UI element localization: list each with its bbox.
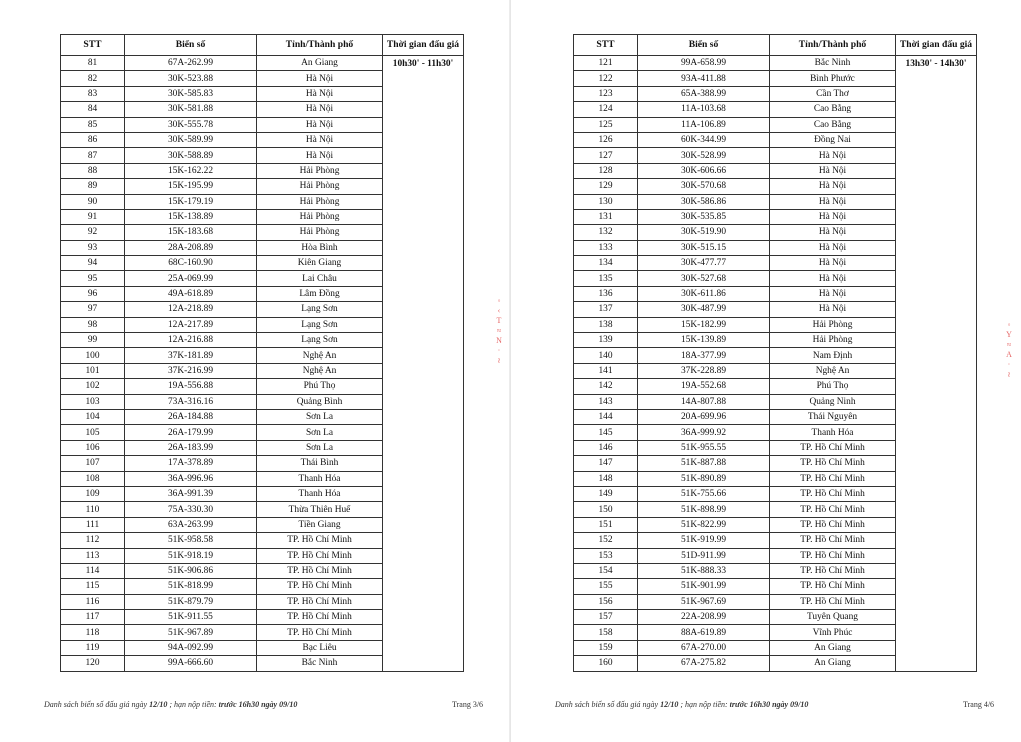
cell-city: Cao Bằng <box>770 117 896 132</box>
cell-city: Hà Nội <box>770 194 896 209</box>
cell-plate: 15K-162.22 <box>125 163 257 178</box>
cell-plate: 37K-216.99 <box>125 363 257 378</box>
cell-city: TP. Hồ Chí Minh <box>770 579 896 594</box>
cell-city: TP. Hồ Chí Minh <box>257 594 383 609</box>
cell-city: Bạc Liêu <box>257 640 383 655</box>
cell-plate: 63A-263.99 <box>125 517 257 532</box>
cell-stt: 138 <box>574 317 638 332</box>
cell-plate: 30K-585.83 <box>125 86 257 101</box>
cell-stt: 155 <box>574 579 638 594</box>
table-row <box>61 56 464 71</box>
cell-stt: 122 <box>574 71 638 86</box>
cell-stt: 148 <box>574 471 638 486</box>
cell-plate: 68C-160.90 <box>125 256 257 271</box>
cell-city: TP. Hồ Chí Minh <box>770 594 896 609</box>
auction-table-page-4 <box>573 34 977 672</box>
cell-city: Sơn La <box>257 409 383 424</box>
header-time: Thời gian đấu giá <box>383 35 464 56</box>
cell-stt: 132 <box>574 225 638 240</box>
cell-plate: 51K-888.33 <box>638 563 770 578</box>
cell-city: TP. Hồ Chí Minh <box>770 471 896 486</box>
cell-city: Vĩnh Phúc <box>770 625 896 640</box>
cell-plate: 30K-555.78 <box>125 117 257 132</box>
cell-plate: 51K-958.58 <box>125 533 257 548</box>
cell-city: Hà Nội <box>770 256 896 271</box>
cell-city: TP. Hồ Chí Minh <box>257 625 383 640</box>
cell-stt: 128 <box>574 163 638 178</box>
cell-city: TP. Hồ Chí Minh <box>770 502 896 517</box>
table-header-row <box>61 35 464 56</box>
cell-stt: 109 <box>61 486 125 501</box>
cell-plate: 37K-181.89 <box>125 348 257 363</box>
header-city: Tỉnh/Thành phố <box>257 35 383 56</box>
cell-plate: 30K-581.88 <box>125 102 257 117</box>
cell-city: Thái Bình <box>257 456 383 471</box>
cell-plate: 30K-611.86 <box>638 286 770 301</box>
cell-stt: 112 <box>61 533 125 548</box>
cell-city: Hòa Bình <box>257 240 383 255</box>
cell-stt: 89 <box>61 179 125 194</box>
cell-city: Hải Phòng <box>257 163 383 178</box>
cell-stt: 129 <box>574 179 638 194</box>
cell-city: Thái Nguyên <box>770 409 896 424</box>
cell-city: Cần Thơ <box>770 86 896 101</box>
cell-stt: 114 <box>61 563 125 578</box>
cell-plate: 99A-658.99 <box>638 56 770 71</box>
cell-city: Hà Nội <box>257 148 383 163</box>
cell-plate: 51K-906.86 <box>125 563 257 578</box>
cell-stt: 84 <box>61 102 125 117</box>
cell-stt: 111 <box>61 517 125 532</box>
cell-plate: 51K-918.19 <box>125 548 257 563</box>
cell-plate: 15K-182.99 <box>638 317 770 332</box>
cell-plate: 51K-887.88 <box>638 456 770 471</box>
cell-plate: 30K-606.66 <box>638 163 770 178</box>
cell-stt: 136 <box>574 286 638 301</box>
cell-city: Hà Nội <box>257 117 383 132</box>
cell-plate: 49A-618.89 <box>125 286 257 301</box>
cell-city: Hà Nội <box>770 179 896 194</box>
cell-city: TP. Hồ Chí Minh <box>770 533 896 548</box>
cell-stt: 127 <box>574 148 638 163</box>
cell-time-slot: 13h30' - 14h30' <box>896 56 977 672</box>
table-body <box>61 56 464 672</box>
cell-plate: 12A-217.89 <box>125 317 257 332</box>
footer-middle: ; hạn nộp tiền: <box>167 700 219 709</box>
cell-city: Lạng Sơn <box>257 333 383 348</box>
cell-plate: 51K-898.99 <box>638 502 770 517</box>
cell-stt: 146 <box>574 440 638 455</box>
footer-deadline: trước 16h30 ngày 09/10 <box>218 700 298 709</box>
cell-plate: 30K-515.15 <box>638 240 770 255</box>
cell-stt: 85 <box>61 117 125 132</box>
cell-city: Đồng Nai <box>770 132 896 147</box>
cell-plate: 67A-270.00 <box>638 640 770 655</box>
cell-city: TP. Hồ Chí Minh <box>770 563 896 578</box>
cell-stt: 151 <box>574 517 638 532</box>
cell-city: Hải Phòng <box>770 317 896 332</box>
cell-city: Hà Nội <box>770 240 896 255</box>
cell-stt: 154 <box>574 563 638 578</box>
cell-plate: 26A-183.99 <box>125 440 257 455</box>
cell-city: Bắc Ninh <box>770 56 896 71</box>
cell-stt: 93 <box>61 240 125 255</box>
cell-plate: 30K-527.68 <box>638 271 770 286</box>
cell-stt: 150 <box>574 502 638 517</box>
cell-stt: 86 <box>61 132 125 147</box>
cell-city: TP. Hồ Chí Minh <box>257 579 383 594</box>
cell-stt: 100 <box>61 348 125 363</box>
header-plate: Biển số <box>125 35 257 56</box>
cell-stt: 95 <box>61 271 125 286</box>
cell-plate: 88A-619.89 <box>638 625 770 640</box>
cell-plate: 36A-996.96 <box>125 471 257 486</box>
cell-city: Hà Nội <box>257 71 383 86</box>
cell-stt: 117 <box>61 610 125 625</box>
cell-stt: 123 <box>574 86 638 101</box>
cell-city: Tiền Giang <box>257 517 383 532</box>
cell-stt: 96 <box>61 286 125 301</box>
cell-plate: 19A-556.88 <box>125 379 257 394</box>
header-plate: Biển số <box>638 35 770 56</box>
header-time: Thời gian đấu giá <box>896 35 977 56</box>
cell-stt: 88 <box>61 163 125 178</box>
cell-stt: 94 <box>61 256 125 271</box>
cell-stt: 135 <box>574 271 638 286</box>
cell-plate: 14A-807.88 <box>638 394 770 409</box>
cell-city: Quảng Ninh <box>770 394 896 409</box>
cell-stt: 116 <box>61 594 125 609</box>
cell-plate: 67A-262.99 <box>125 56 257 71</box>
cell-plate: 11A-103.68 <box>638 102 770 117</box>
cell-city: Phú Thọ <box>257 379 383 394</box>
cell-city: Hải Phòng <box>257 194 383 209</box>
cell-city: Lạng Sơn <box>257 317 383 332</box>
cell-city: Nghệ An <box>770 363 896 378</box>
seal-stamp-mark: ◦ Y ≈ A · ≀ <box>1006 320 1012 379</box>
cell-stt: 159 <box>574 640 638 655</box>
cell-city: TP. Hồ Chí Minh <box>770 517 896 532</box>
cell-city: Hà Nội <box>770 163 896 178</box>
cell-city: Thanh Hóa <box>257 471 383 486</box>
cell-stt: 107 <box>61 456 125 471</box>
cell-stt: 120 <box>61 656 125 671</box>
cell-plate: 30K-487.99 <box>638 302 770 317</box>
cell-city: Hà Nội <box>257 132 383 147</box>
cell-city: Lạng Sơn <box>257 302 383 317</box>
cell-stt: 141 <box>574 363 638 378</box>
cell-plate: 30K-523.88 <box>125 71 257 86</box>
footer-note <box>44 700 297 709</box>
cell-city: TP. Hồ Chí Minh <box>257 533 383 548</box>
cell-stt: 124 <box>574 102 638 117</box>
cell-plate: 75A-330.30 <box>125 502 257 517</box>
cell-stt: 104 <box>61 409 125 424</box>
cell-city: Thanh Hóa <box>257 486 383 501</box>
cell-stt: 118 <box>61 625 125 640</box>
cell-stt: 115 <box>61 579 125 594</box>
page-3 <box>0 0 510 742</box>
cell-stt: 119 <box>61 640 125 655</box>
cell-stt: 108 <box>61 471 125 486</box>
cell-stt: 113 <box>61 548 125 563</box>
cell-city: TP. Hồ Chí Minh <box>257 563 383 578</box>
cell-stt: 134 <box>574 256 638 271</box>
cell-stt: 149 <box>574 486 638 501</box>
cell-city: Quảng Bình <box>257 394 383 409</box>
cell-plate: 51K-955.55 <box>638 440 770 455</box>
cell-city: Hà Nội <box>257 102 383 117</box>
cell-city: Kiên Giang <box>257 256 383 271</box>
cell-city: Bắc Ninh <box>257 656 383 671</box>
cell-plate: 30K-589.99 <box>125 132 257 147</box>
cell-stt: 137 <box>574 302 638 317</box>
cell-plate: 22A-208.99 <box>638 610 770 625</box>
cell-stt: 90 <box>61 194 125 209</box>
cell-stt: 131 <box>574 209 638 224</box>
cell-plate: 30K-477.77 <box>638 256 770 271</box>
cell-stt: 160 <box>574 656 638 671</box>
page-4 <box>511 0 1021 742</box>
cell-stt: 142 <box>574 379 638 394</box>
cell-city: Hải Phòng <box>257 225 383 240</box>
cell-stt: 139 <box>574 333 638 348</box>
cell-plate: 25A-069.99 <box>125 271 257 286</box>
footer-date: 12/10 <box>660 700 679 709</box>
seal-stamp-mark: ◦ ‹ T ≈ N · ≀ <box>496 296 502 365</box>
cell-plate: 36A-991.39 <box>125 486 257 501</box>
cell-stt: 144 <box>574 409 638 424</box>
cell-stt: 158 <box>574 625 638 640</box>
cell-plate: 30K-535.85 <box>638 209 770 224</box>
cell-stt: 121 <box>574 56 638 71</box>
cell-plate: 11A-106.89 <box>638 117 770 132</box>
cell-plate: 65A-388.99 <box>638 86 770 101</box>
cell-city: Cao Bằng <box>770 102 896 117</box>
footer-date: 12/10 <box>149 700 168 709</box>
cell-city: Sơn La <box>257 440 383 455</box>
table-row <box>574 56 977 71</box>
cell-city: TP. Hồ Chí Minh <box>770 440 896 455</box>
cell-stt: 130 <box>574 194 638 209</box>
cell-city: Hà Nội <box>770 148 896 163</box>
cell-city: Hải Phòng <box>770 333 896 348</box>
cell-stt: 102 <box>61 379 125 394</box>
footer-deadline: trước 16h30 ngày 09/10 <box>729 700 809 709</box>
cell-plate: 94A-092.99 <box>125 640 257 655</box>
cell-plate: 67A-275.82 <box>638 656 770 671</box>
footer-note <box>555 700 808 709</box>
cell-city: Nghệ An <box>257 363 383 378</box>
cell-plate: 51K-911.55 <box>125 610 257 625</box>
cell-city: An Giang <box>770 640 896 655</box>
cell-stt: 87 <box>61 148 125 163</box>
cell-plate: 51K-967.69 <box>638 594 770 609</box>
cell-plate: 51D-911.99 <box>638 548 770 563</box>
cell-city: Lâm Đồng <box>257 286 383 301</box>
cell-stt: 157 <box>574 610 638 625</box>
cell-city: Hải Phòng <box>257 179 383 194</box>
table-header-row <box>574 35 977 56</box>
cell-city: Phú Thọ <box>770 379 896 394</box>
table-body <box>574 56 977 672</box>
cell-stt: 98 <box>61 317 125 332</box>
cell-city: Nam Định <box>770 348 896 363</box>
cell-city: Hà Nội <box>770 209 896 224</box>
cell-plate: 19A-552.68 <box>638 379 770 394</box>
cell-plate: 12A-218.89 <box>125 302 257 317</box>
cell-city: Hải Phòng <box>257 209 383 224</box>
cell-stt: 110 <box>61 502 125 517</box>
cell-stt: 106 <box>61 440 125 455</box>
cell-plate: 18A-377.99 <box>638 348 770 363</box>
cell-stt: 143 <box>574 394 638 409</box>
cell-stt: 99 <box>61 333 125 348</box>
cell-city: TP. Hồ Chí Minh <box>257 548 383 563</box>
cell-city: Hà Nội <box>257 86 383 101</box>
cell-plate: 28A-208.89 <box>125 240 257 255</box>
cell-city: Hà Nội <box>770 286 896 301</box>
footer-prefix: Danh sách biển số đấu giá ngày <box>44 700 150 709</box>
cell-plate: 93A-411.88 <box>638 71 770 86</box>
cell-plate: 51K-890.89 <box>638 471 770 486</box>
cell-plate: 17A-378.89 <box>125 456 257 471</box>
cell-plate: 30K-588.89 <box>125 148 257 163</box>
cell-city: Thanh Hóa <box>770 425 896 440</box>
cell-plate: 30K-586.86 <box>638 194 770 209</box>
cell-plate: 30K-528.99 <box>638 148 770 163</box>
cell-city: Sơn La <box>257 425 383 440</box>
cell-plate: 15K-179.19 <box>125 194 257 209</box>
cell-stt: 103 <box>61 394 125 409</box>
footer-prefix: Danh sách biển số đấu giá ngày <box>555 700 661 709</box>
cell-plate: 51K-818.99 <box>125 579 257 594</box>
footer-middle: ; hạn nộp tiền: <box>678 700 730 709</box>
cell-stt: 83 <box>61 86 125 101</box>
cell-city: TP. Hồ Chí Minh <box>770 486 896 501</box>
cell-plate: 51K-822.99 <box>638 517 770 532</box>
cell-plate: 36A-999.92 <box>638 425 770 440</box>
cell-plate: 51K-879.79 <box>125 594 257 609</box>
cell-stt: 81 <box>61 56 125 71</box>
cell-city: TP. Hồ Chí Minh <box>257 610 383 625</box>
cell-city: Bình Phước <box>770 71 896 86</box>
cell-stt: 147 <box>574 456 638 471</box>
header-stt: STT <box>574 35 638 56</box>
cell-stt: 82 <box>61 71 125 86</box>
cell-stt: 91 <box>61 209 125 224</box>
cell-plate: 51K-755.66 <box>638 486 770 501</box>
cell-plate: 51K-919.99 <box>638 533 770 548</box>
auction-table-page-3 <box>60 34 464 672</box>
cell-city: Hà Nội <box>770 225 896 240</box>
cell-plate: 99A-666.60 <box>125 656 257 671</box>
cell-plate: 60K-344.99 <box>638 132 770 147</box>
cell-plate: 26A-184.88 <box>125 409 257 424</box>
cell-plate: 26A-179.99 <box>125 425 257 440</box>
cell-plate: 15K-183.68 <box>125 225 257 240</box>
cell-stt: 133 <box>574 240 638 255</box>
cell-stt: 156 <box>574 594 638 609</box>
cell-stt: 105 <box>61 425 125 440</box>
cell-plate: 51K-901.99 <box>638 579 770 594</box>
cell-time-slot: 10h30' - 11h30' <box>383 56 464 672</box>
cell-plate: 15K-139.89 <box>638 333 770 348</box>
cell-stt: 125 <box>574 117 638 132</box>
cell-stt: 140 <box>574 348 638 363</box>
cell-stt: 101 <box>61 363 125 378</box>
cell-plate: 15K-195.99 <box>125 179 257 194</box>
cell-stt: 126 <box>574 132 638 147</box>
cell-stt: 97 <box>61 302 125 317</box>
cell-city: TP. Hồ Chí Minh <box>770 456 896 471</box>
cell-plate: 37K-228.89 <box>638 363 770 378</box>
cell-plate: 73A-316.16 <box>125 394 257 409</box>
page-number: Trang 4/6 <box>963 700 995 709</box>
cell-city: Hà Nội <box>770 271 896 286</box>
cell-city: An Giang <box>257 56 383 71</box>
page-number: Trang 3/6 <box>452 700 484 709</box>
cell-stt: 153 <box>574 548 638 563</box>
cell-plate: 20A-699.96 <box>638 409 770 424</box>
cell-city: Thừa Thiên Huế <box>257 502 383 517</box>
cell-plate: 30K-570.68 <box>638 179 770 194</box>
cell-city: An Giang <box>770 656 896 671</box>
cell-stt: 152 <box>574 533 638 548</box>
cell-city: Hà Nội <box>770 302 896 317</box>
cell-plate: 51K-967.89 <box>125 625 257 640</box>
cell-stt: 145 <box>574 425 638 440</box>
cell-city: Nghệ An <box>257 348 383 363</box>
cell-plate: 30K-519.90 <box>638 225 770 240</box>
cell-plate: 12A-216.88 <box>125 333 257 348</box>
cell-city: Lai Châu <box>257 271 383 286</box>
header-stt: STT <box>61 35 125 56</box>
cell-city: Tuyên Quang <box>770 610 896 625</box>
header-city: Tỉnh/Thành phố <box>770 35 896 56</box>
cell-stt: 92 <box>61 225 125 240</box>
cell-plate: 15K-138.89 <box>125 209 257 224</box>
cell-city: TP. Hồ Chí Minh <box>770 548 896 563</box>
